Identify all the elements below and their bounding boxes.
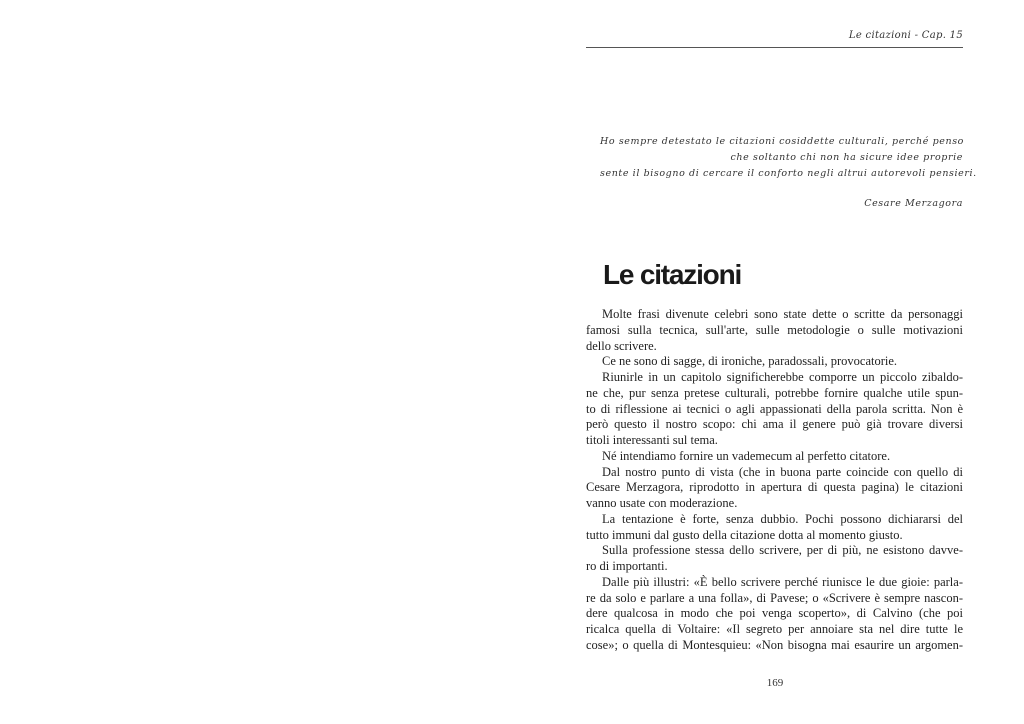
text-line: ne che, pur senza pretese culturali, potrebbe fornire qualche utile spun- [586,385,963,400]
epigraph-line: Ho sempre detestato le citazioni cosiddette culturali, perché penso [600,136,965,147]
text-line: tutto immuni dal gusto della citazione dotta al momento giusto. [586,527,903,542]
paragraph [586,370,963,449]
header-rule [586,47,963,48]
text-line: Cesare Merzagora, riprodotto in apertura di questa pagina) le citazioni [586,480,963,495]
text-line: Ce ne sono di sagge, di ironiche, paradossali, provocatorie. [602,354,898,369]
epigraph-line: sente il bisogno di cercare il conforto negli altrui autorevoli pensieri. [600,168,977,179]
paragraph [586,543,963,575]
text-line: Né intendiamo fornire un vademecum al perfetto citatore. [602,448,891,463]
text-line: famosi sulla tecnica, sull'arte, sulle metodologie o sulle motivazioni [586,322,963,337]
text-line: re da solo e parlare a una folla», di Pavese; o «Scrivere è sempre nascon- [586,590,963,605]
body-text [586,307,963,654]
running-header: Le citazioni - Cap. 15 [848,30,963,41]
text-line: Molte frasi divenute celebri sono state dette o scritte da personaggi [602,307,963,321]
chapter-title: Le citazioni [603,259,742,290]
paragraph [586,449,963,465]
epigraph-author: Cesare Merzagora [864,198,963,209]
text-line: to di riflessione ai tecnici o agli appassionati della parola scritta. Non è [586,401,963,416]
epigraph [600,134,977,212]
text-line: Dalle più illustri: «È bello scrivere perché riunisce le due gioie: parla- [602,574,963,589]
text-line: però questo il nostro scopo: chi ama il genere può già trovare diversi [586,417,963,432]
paragraph [586,512,963,544]
paragraph [586,465,963,512]
paragraph [586,575,963,654]
paragraph [586,354,963,370]
text-line: ro di importanti. [586,559,668,573]
text-line: vanno usate con moderazione. [586,496,738,510]
text-line: dello scrivere. [586,338,657,353]
paragraph [586,307,963,354]
text-line: Dal nostro punto di vista (che in buona parte coincide con quello di [602,464,963,479]
text-line: ricalca quella di Voltaire: «Il segreto per annoiare sta nel dire tutte le [586,622,963,636]
epigraph-line: che soltanto chi non ha sicure idee proprie [730,152,963,163]
text-line: dere qualcosa in modo che poi venga scoperto», di Calvino (che poi [586,606,963,621]
text-line: cose»; o quella di Montesquieu: «Non bisogna mai esaurire un argomen- [586,637,963,652]
text-line: Riunirle in un capitolo significherebbe comporre un piccolo zibaldo- [602,370,963,384]
text-line: La tentazione è forte, senza dubbio. Pochi possono dichiararsi del [602,511,963,526]
text-line: Sulla professione stessa dello scrivere, per di più, ne esistono davve- [602,543,963,558]
text-line: titoli interessanti sul tema. [586,433,718,447]
page-number: 169 [766,677,784,689]
